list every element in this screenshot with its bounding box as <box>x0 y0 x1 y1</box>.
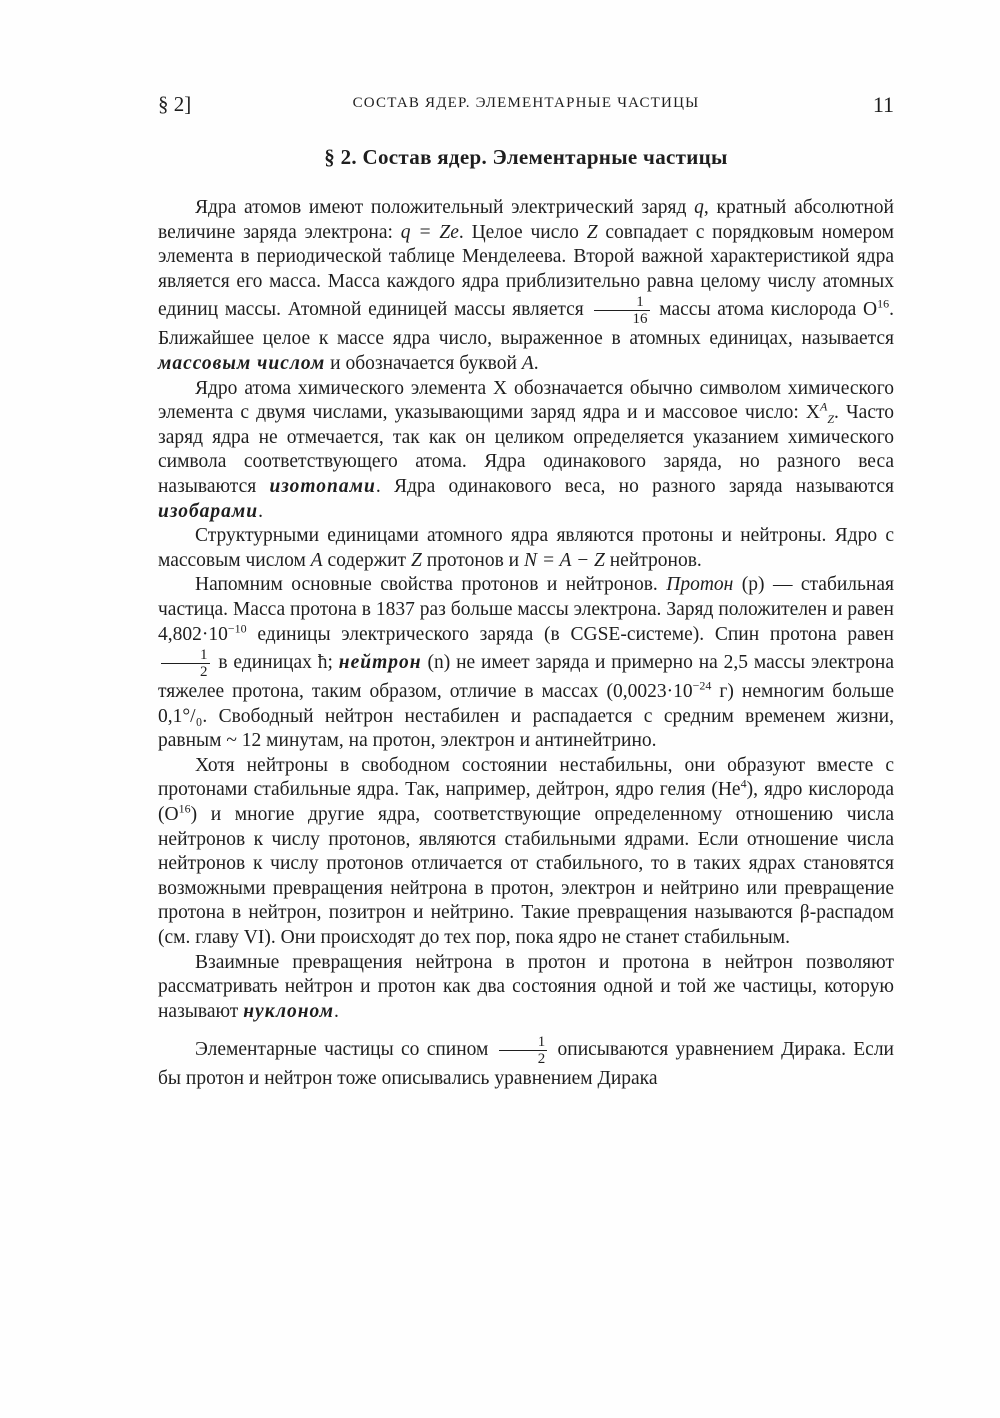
section-mark: § 2] <box>158 92 192 116</box>
term-isotopes: изотопами <box>269 475 376 497</box>
fraction-one-half: $\frac{1}{2}$ <box>161 647 210 680</box>
running-title: СОСТАВ ЯДЕР. ЭЛЕМЕНТАРНЫЕ ЧАСТИЦЫ <box>352 95 700 111</box>
paragraph-proton-neutron: Напомним основные свойства протонов и нейтронов. Протон (p) — стабильная частица. Масса протона в 1837 раз больше массы электрона. Заряд положителен и равен $4,802\cdot 10^{-10}$ единицы электрического заряда (в CGSE-системе). Спин протона равен $\frac{1}{2}$ в единицах ħ; нейтрон (n) не имеет заряда и примерно на 2,5 массы электрона тяжелее протона, таким образом, отличие в массах ($0,0023\cdot 10^{-24}$ г) немногим больше 0,1°/₀. Свободный нейтрон нестабилен и распадается с средним временем жизни, равным ~ 12 минутам, на протон, электрон и антинейтрино. <box>158 574 894 752</box>
fraction-one-sixteenth: $\frac{1}{16}$ <box>594 294 650 327</box>
section-title: § 2. Состав ядер. Элементарные частицы <box>324 145 728 169</box>
body-text <box>158 196 894 1092</box>
paragraph-structure: Структурными единицами атомного ядра являются протоны и нейтроны. Ядро с массовым числом A содержит Z протонов и N = A − Z нейтронов. <box>158 525 894 571</box>
paragraph-stability: Хотя нейтроны в свободном состоянии нестабильны, они образуют вместе с протонами стабильные ядра. Так, например, дейтрон, ядро гелия (He$^4$), ядро кислорода $(O^{16})$ и многие другие ядра, соответствующие определенному отношению числа нейтронов к числу протонов, являются стабильными ядрами. Если отношение числа нейтронов к числу протонов отличается от стабильного, то в таких ядрах становятся возможными превращения нейтрона в протон, электрон и нейтрино или превращение протона в нейтрон, позитрон и нейтрино. Такие превращения называются β-распадом (см. главу VI). Они происходят до тех пор, пока ядро не станет стабильным. <box>158 754 894 949</box>
paragraph-dirac: Элементарные частицы со спином $\frac{1}{2}$ описываются уравнением Дирака. Если бы протон и нейтрон тоже описывались уравнением Дирака <box>158 1034 894 1090</box>
fraction-one-half-spin: $\frac{1}{2}$ <box>499 1034 548 1067</box>
term-nucleon: нуклоном <box>243 1000 334 1022</box>
term-neutron: нейтрон <box>338 652 422 674</box>
paragraph-nuclear-charge: Ядра атомов имеют положительный электрический заряд q, кратный абсолютной величине заряда электрона: q = Ze. Целое число Z совпадает с порядковым номером элемента в периодической таблице Менделеева. Второй важной характеристикой ядра является его масса. Масса каждого ядра приблизительно равна целому числу атомных единиц массы. Атомной единицей массы является $\frac{1}{16}$ массы атома кислорода $O^{16}$. Ближайшее целое к массе ядра число, выраженное в атомных единицах, называется массовым числом и обозначается буквой A. <box>158 197 894 374</box>
page-number: 11 <box>872 92 894 117</box>
paragraph-isotopes: Ядро атома химического элемента X обозначается обычно символом химического элемента с двумя числами, указывающими заряд ядра и и массовое число: $X^A_Z$. Часто заряд ядра не отмечается, так как он целиком определяется указанием химического символа соответствующего атома. Ядра одинакового заряда, но разного веса называются изотопами. Ядра одинакового веса, но разного заряда называются изобарами. <box>158 377 894 522</box>
running-head <box>158 92 894 124</box>
term-mass-number: массовым числом <box>158 352 326 374</box>
term-isobars: изобарами <box>158 500 259 522</box>
term-proton: Протон <box>666 574 734 596</box>
paragraph-nucleon: Взаимные превращения нейтрона в протон и протона в нейтрон позволяют рассматривать нейтрон и протон как два состояния одной и той же частицы, которую называют нуклоном. <box>158 951 894 1022</box>
